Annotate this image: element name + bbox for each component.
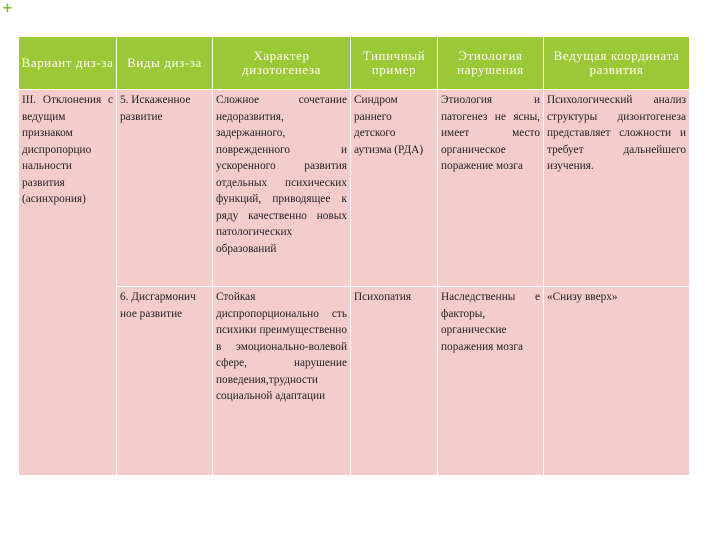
header-coordinate: Ведущая координата развития <box>544 37 690 90</box>
example-text: Психопатия <box>354 291 412 303</box>
header-row <box>19 37 690 90</box>
cell-type <box>117 287 213 476</box>
cell-etiology <box>438 90 544 287</box>
header-character: Характер дизотогенеза <box>213 37 351 90</box>
cell-character <box>213 90 351 287</box>
etiology-text: Этиология и патогенез не ясны, имеет место органическое поражение мозга <box>441 94 540 172</box>
header-example: Типичный пример <box>351 37 438 90</box>
cell-type <box>117 90 213 287</box>
cell-coordinate <box>544 90 690 287</box>
character-text: Стойкая диспропорционально сть психики преимущественно в эмоционально-волевой сфере, нарушение поведения,трудности социальной адаптации <box>216 291 347 402</box>
header-etiology: Этиология нарушения <box>438 37 544 90</box>
table-row <box>19 287 690 476</box>
header-types: Виды диз-за <box>117 37 213 90</box>
character-text: Сложное сочетание недоразвития, задержанного, поврежденного и ускоренного развития отдельных психических функций, приводящее к ряду качественно новых патологических образований <box>216 94 347 255</box>
cell-variant <box>19 90 117 476</box>
type-text: 6. Дисгармонич ное развитие <box>120 291 196 320</box>
header-variant: Вариант диз-за <box>19 37 117 90</box>
type-text: 5. Искаженное развитие <box>120 94 191 123</box>
dysontogenesis-table <box>18 36 690 476</box>
example-text: Синдром раннего детского аутизма (РДА) <box>354 94 424 156</box>
etiology-text: Наследственны е факторы, органические поражения мозга <box>441 291 540 353</box>
coordinate-text: Психологический анализ структуры дизонтогенеза представляет сложности и требует дальнейшего изучения. <box>547 94 686 172</box>
variant-text: III. Отклонения с ведущим признаком диспропорцио нальности развития (асинхрония) <box>22 94 113 205</box>
cell-coordinate <box>544 287 690 476</box>
coordinate-text: «Снизу вверх» <box>547 291 618 303</box>
cell-example <box>351 287 438 476</box>
corner-plus-mark: + <box>2 1 13 16</box>
table-row <box>19 90 690 287</box>
cell-etiology <box>438 287 544 476</box>
cell-example <box>351 90 438 287</box>
cell-character <box>213 287 351 476</box>
